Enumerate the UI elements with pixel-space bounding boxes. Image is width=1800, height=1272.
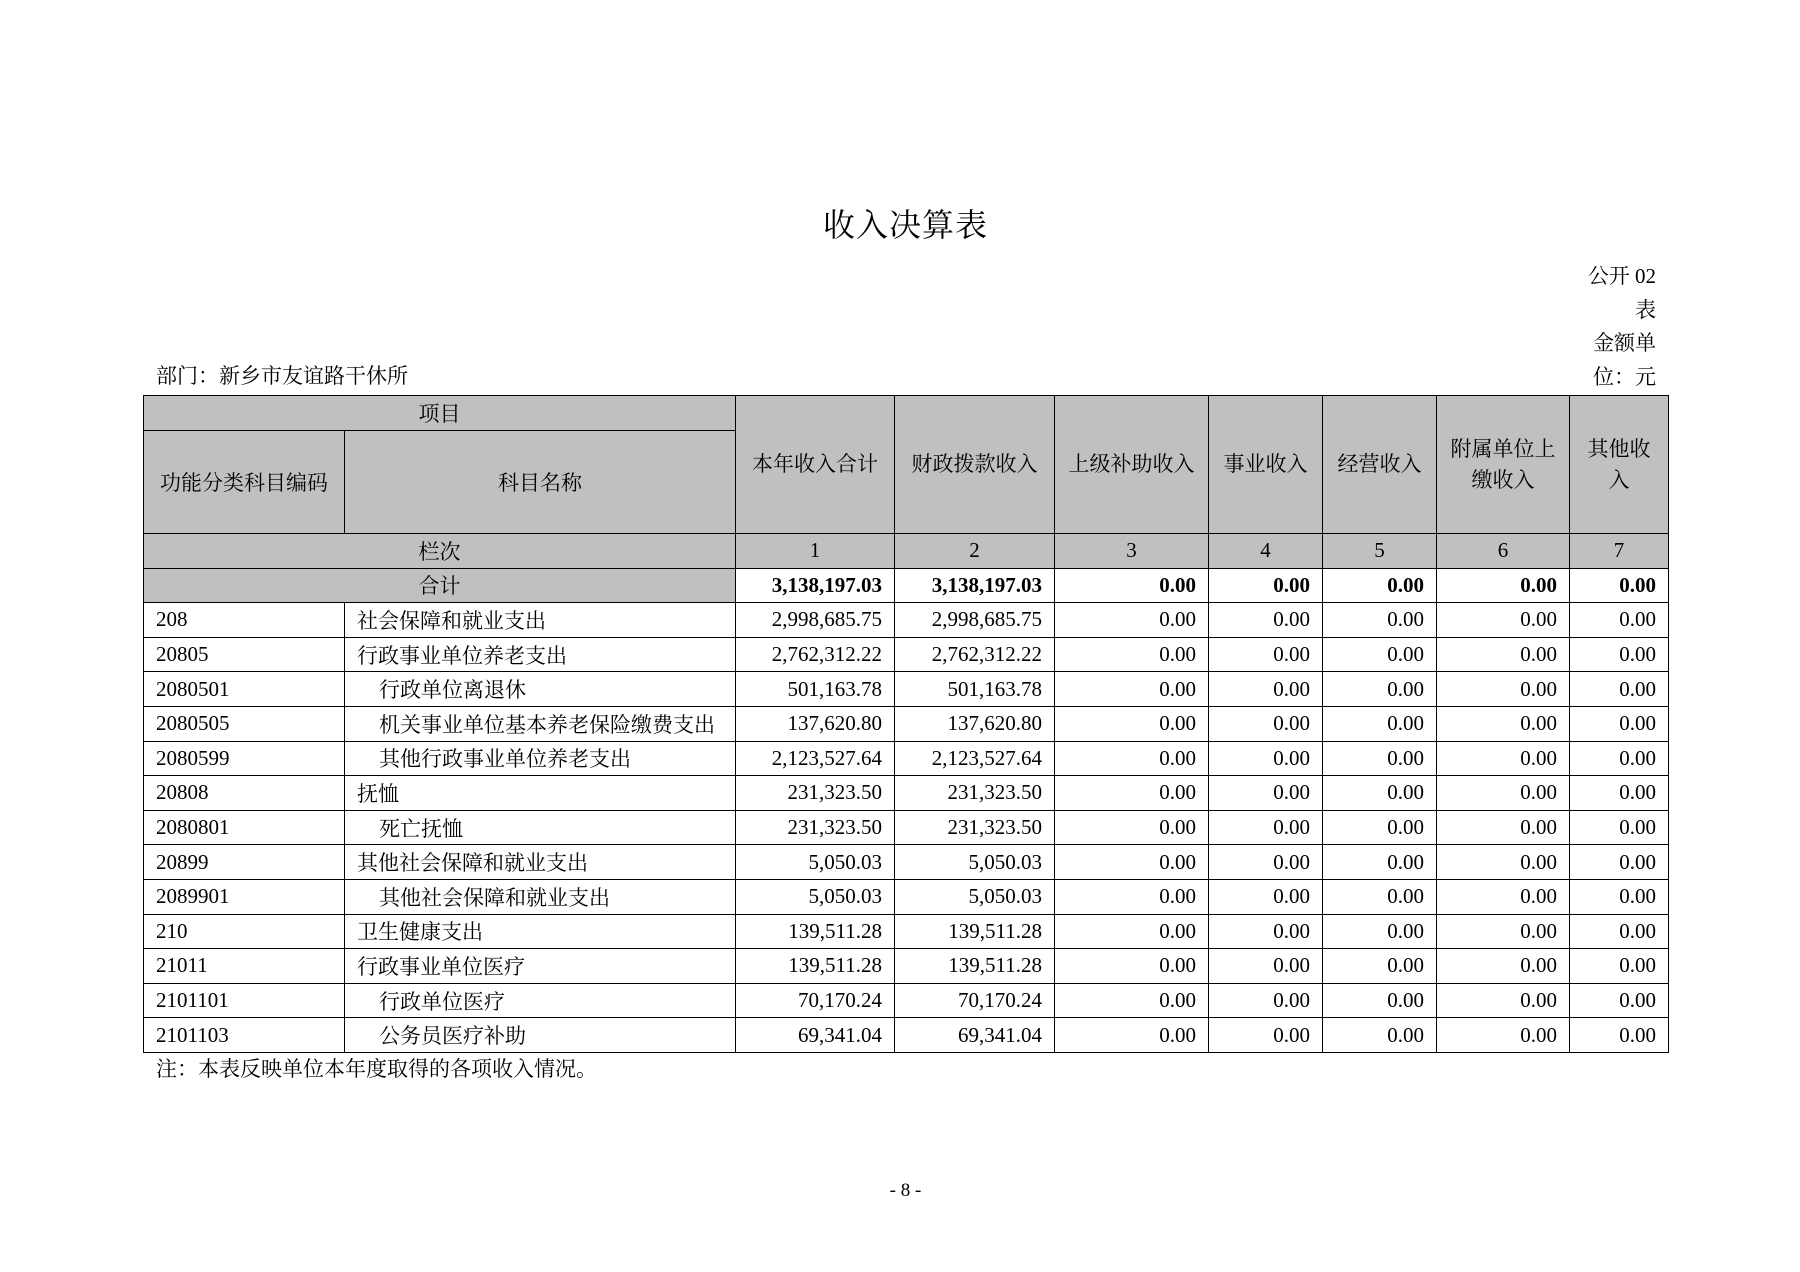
- header-affiliated-unit-income-label: 附属单位上缴收入: [1450, 436, 1556, 492]
- total-fiscal-appropriation: 3,138,197.03: [895, 568, 1055, 603]
- amount-other-income: 0.00: [1570, 706, 1669, 741]
- subject-name: 卫生健康支出: [345, 914, 736, 949]
- amount-other-income: 0.00: [1570, 1018, 1669, 1053]
- amount-total-income: 2,998,685.75: [736, 603, 895, 638]
- amount-affiliated-unit-income: 0.00: [1437, 706, 1570, 741]
- amount-total-income: 139,511.28: [736, 949, 895, 984]
- amount-operating-income: 0.00: [1323, 706, 1437, 741]
- subject-name: 行政单位离退休: [345, 672, 736, 707]
- amount-fiscal-appropriation: 5,050.03: [895, 845, 1055, 880]
- subject-code: 2101101: [144, 983, 345, 1018]
- amount-operating-income: 0.00: [1323, 914, 1437, 949]
- column-index-row: [144, 534, 1669, 569]
- amount-business-income: 0.00: [1209, 706, 1323, 741]
- amount-fiscal-appropriation: 231,323.50: [895, 810, 1055, 845]
- subject-code: 20899: [144, 845, 345, 880]
- amount-affiliated-unit-income: 0.00: [1437, 845, 1570, 880]
- subject-name: 其他社会保障和就业支出: [345, 879, 736, 914]
- amount-business-income: 0.00: [1209, 949, 1323, 984]
- amount-other-income: 0.00: [1570, 914, 1669, 949]
- header-project: 项目: [144, 396, 736, 431]
- form-meta: [1588, 260, 1656, 394]
- amount-unit-line-1: 金额单: [1593, 331, 1656, 355]
- amount-affiliated-unit-income: 0.00: [1437, 603, 1570, 638]
- amount-affiliated-unit-income: 0.00: [1437, 949, 1570, 984]
- subject-name: 行政单位医疗: [345, 983, 736, 1018]
- subject-code: 2101103: [144, 1018, 345, 1053]
- table-row: [144, 983, 1669, 1018]
- amount-total-income: 231,323.50: [736, 776, 895, 811]
- amount-superior-subsidy: 0.00: [1055, 879, 1209, 914]
- amount-total-income: 231,323.50: [736, 810, 895, 845]
- amount-business-income: 0.00: [1209, 879, 1323, 914]
- table-row: [144, 845, 1669, 880]
- column-index: 2: [895, 534, 1055, 569]
- subject-code: 21011: [144, 949, 345, 984]
- column-index-label: 栏次: [144, 534, 736, 569]
- amount-superior-subsidy: 0.00: [1055, 810, 1209, 845]
- amount-superior-subsidy: 0.00: [1055, 672, 1209, 707]
- column-index: 3: [1055, 534, 1209, 569]
- amount-operating-income: 0.00: [1323, 672, 1437, 707]
- amount-operating-income: 0.00: [1323, 603, 1437, 638]
- amount-business-income: 0.00: [1209, 810, 1323, 845]
- amount-superior-subsidy: 0.00: [1055, 914, 1209, 949]
- amount-total-income: 70,170.24: [736, 983, 895, 1018]
- amount-fiscal-appropriation: 2,123,527.64: [895, 741, 1055, 776]
- subject-code: 2080505: [144, 706, 345, 741]
- amount-operating-income: 0.00: [1323, 637, 1437, 672]
- subject-name: 机关事业单位基本养老保险缴费支出: [345, 706, 736, 741]
- page-title: 收入决算表: [822, 207, 988, 243]
- column-index: 7: [1570, 534, 1669, 569]
- subject-code: 20808: [144, 776, 345, 811]
- subject-name: 社会保障和就业支出: [345, 603, 736, 638]
- amount-total-income: 137,620.80: [736, 706, 895, 741]
- amount-business-income: 0.00: [1209, 603, 1323, 638]
- subject-code: 2080501: [144, 672, 345, 707]
- header-other-income: [1570, 396, 1669, 534]
- amount-other-income: 0.00: [1570, 879, 1669, 914]
- amount-affiliated-unit-income: 0.00: [1437, 776, 1570, 811]
- amount-operating-income: 0.00: [1323, 983, 1437, 1018]
- table-row: [144, 741, 1669, 776]
- header-affiliated-unit-income: [1437, 396, 1570, 534]
- subject-name: 其他社会保障和就业支出: [345, 845, 736, 880]
- total-label: 合计: [144, 568, 736, 603]
- amount-other-income: 0.00: [1570, 949, 1669, 984]
- amount-business-income: 0.00: [1209, 672, 1323, 707]
- table-row: [144, 603, 1669, 638]
- header-subject-name: 科目名称: [345, 431, 736, 534]
- amount-other-income: 0.00: [1570, 741, 1669, 776]
- amount-superior-subsidy: 0.00: [1055, 637, 1209, 672]
- amount-affiliated-unit-income: 0.00: [1437, 637, 1570, 672]
- amount-total-income: 69,341.04: [736, 1018, 895, 1053]
- amount-business-income: 0.00: [1209, 1018, 1323, 1053]
- header-total-income: 本年收入合计: [736, 396, 895, 534]
- amount-other-income: 0.00: [1570, 637, 1669, 672]
- amount-total-income: 2,123,527.64: [736, 741, 895, 776]
- amount-fiscal-appropriation: 139,511.28: [895, 949, 1055, 984]
- total-total-income: 3,138,197.03: [736, 568, 895, 603]
- income-statement-table: [143, 395, 1669, 1053]
- amount-fiscal-appropriation: 5,050.03: [895, 879, 1055, 914]
- amount-superior-subsidy: 0.00: [1055, 1018, 1209, 1053]
- table-body: [144, 603, 1669, 1053]
- table-row: [144, 706, 1669, 741]
- amount-fiscal-appropriation: 231,323.50: [895, 776, 1055, 811]
- amount-total-income: 139,511.28: [736, 914, 895, 949]
- subject-name: 抚恤: [345, 776, 736, 811]
- amount-affiliated-unit-income: 0.00: [1437, 672, 1570, 707]
- amount-operating-income: 0.00: [1323, 845, 1437, 880]
- amount-fiscal-appropriation: 2,762,312.22: [895, 637, 1055, 672]
- table-row: [144, 949, 1669, 984]
- total-other-income: 0.00: [1570, 568, 1669, 603]
- amount-superior-subsidy: 0.00: [1055, 983, 1209, 1018]
- amount-operating-income: 0.00: [1323, 741, 1437, 776]
- footnote: 注：本表反映单位本年度取得的各项收入情况。: [156, 1057, 597, 1081]
- amount-operating-income: 0.00: [1323, 776, 1437, 811]
- amount-unit-line-2: 位：元: [1593, 364, 1656, 389]
- amount-superior-subsidy: 0.00: [1055, 741, 1209, 776]
- form-number-line-1: 公开 02: [1587, 264, 1656, 288]
- form-number-line-2: 表: [1635, 297, 1656, 322]
- amount-affiliated-unit-income: 0.00: [1437, 914, 1570, 949]
- amount-fiscal-appropriation: 501,163.78: [895, 672, 1055, 707]
- header-other-income-label: 其他收入: [1587, 436, 1651, 492]
- amount-superior-subsidy: 0.00: [1055, 949, 1209, 984]
- amount-fiscal-appropriation: 2,998,685.75: [895, 603, 1055, 638]
- subject-code: 2080599: [144, 741, 345, 776]
- table-row: [144, 810, 1669, 845]
- column-index: 6: [1437, 534, 1570, 569]
- amount-other-income: 0.00: [1570, 776, 1669, 811]
- table-row: [144, 879, 1669, 914]
- amount-other-income: 0.00: [1570, 810, 1669, 845]
- amount-fiscal-appropriation: 137,620.80: [895, 706, 1055, 741]
- header-superior-subsidy: 上级补助收入: [1055, 396, 1209, 534]
- total-row: [144, 568, 1669, 603]
- amount-fiscal-appropriation: 70,170.24: [895, 983, 1055, 1018]
- amount-other-income: 0.00: [1570, 983, 1669, 1018]
- total-affiliated-unit-income: 0.00: [1437, 568, 1570, 603]
- amount-affiliated-unit-income: 0.00: [1437, 1018, 1570, 1053]
- amount-superior-subsidy: 0.00: [1055, 603, 1209, 638]
- amount-operating-income: 0.00: [1323, 810, 1437, 845]
- total-operating-income: 0.00: [1323, 568, 1437, 603]
- subject-name: 行政事业单位医疗: [345, 949, 736, 984]
- table-row: [144, 1018, 1669, 1053]
- amount-operating-income: 0.00: [1323, 1018, 1437, 1053]
- subject-code: 208: [144, 603, 345, 638]
- page-number: - 8 -: [889, 1180, 922, 1201]
- table-row: [144, 776, 1669, 811]
- amount-total-income: 501,163.78: [736, 672, 895, 707]
- amount-business-income: 0.00: [1209, 637, 1323, 672]
- amount-fiscal-appropriation: 69,341.04: [895, 1018, 1055, 1053]
- total-superior-subsidy: 0.00: [1055, 568, 1209, 603]
- amount-business-income: 0.00: [1209, 845, 1323, 880]
- column-index: 4: [1209, 534, 1323, 569]
- amount-superior-subsidy: 0.00: [1055, 776, 1209, 811]
- amount-superior-subsidy: 0.00: [1055, 845, 1209, 880]
- amount-superior-subsidy: 0.00: [1055, 706, 1209, 741]
- header-fiscal-appropriation: 财政拨款收入: [895, 396, 1055, 534]
- subject-code: 20805: [144, 637, 345, 672]
- column-index: 5: [1323, 534, 1437, 569]
- amount-business-income: 0.00: [1209, 983, 1323, 1018]
- table-row: [144, 637, 1669, 672]
- subject-name: 其他行政事业单位养老支出: [345, 741, 736, 776]
- amount-fiscal-appropriation: 139,511.28: [895, 914, 1055, 949]
- amount-total-income: 2,762,312.22: [736, 637, 895, 672]
- subject-name: 死亡抚恤: [345, 810, 736, 845]
- total-business-income: 0.00: [1209, 568, 1323, 603]
- header-business-income: 事业收入: [1209, 396, 1323, 534]
- amount-affiliated-unit-income: 0.00: [1437, 879, 1570, 914]
- amount-total-income: 5,050.03: [736, 879, 895, 914]
- subject-code: 210: [144, 914, 345, 949]
- amount-other-income: 0.00: [1570, 672, 1669, 707]
- subject-code: 2089901: [144, 879, 345, 914]
- column-index: 1: [736, 534, 895, 569]
- amount-operating-income: 0.00: [1323, 879, 1437, 914]
- header-operating-income: 经营收入: [1323, 396, 1437, 534]
- amount-affiliated-unit-income: 0.00: [1437, 810, 1570, 845]
- amount-total-income: 5,050.03: [736, 845, 895, 880]
- amount-other-income: 0.00: [1570, 603, 1669, 638]
- table-row: [144, 914, 1669, 949]
- amount-business-income: 0.00: [1209, 776, 1323, 811]
- amount-other-income: 0.00: [1570, 845, 1669, 880]
- subject-name: 行政事业单位养老支出: [345, 637, 736, 672]
- header-subject-code: 功能分类科目编码: [144, 431, 345, 534]
- amount-operating-income: 0.00: [1323, 949, 1437, 984]
- subject-code: 2080801: [144, 810, 345, 845]
- table-row: [144, 672, 1669, 707]
- header-row: [144, 396, 1669, 431]
- subject-name: 公务员医疗补助: [345, 1018, 736, 1053]
- department-label: 部门：新乡市友谊路干休所: [156, 364, 408, 388]
- amount-business-income: 0.00: [1209, 741, 1323, 776]
- amount-business-income: 0.00: [1209, 914, 1323, 949]
- amount-affiliated-unit-income: 0.00: [1437, 741, 1570, 776]
- amount-affiliated-unit-income: 0.00: [1437, 983, 1570, 1018]
